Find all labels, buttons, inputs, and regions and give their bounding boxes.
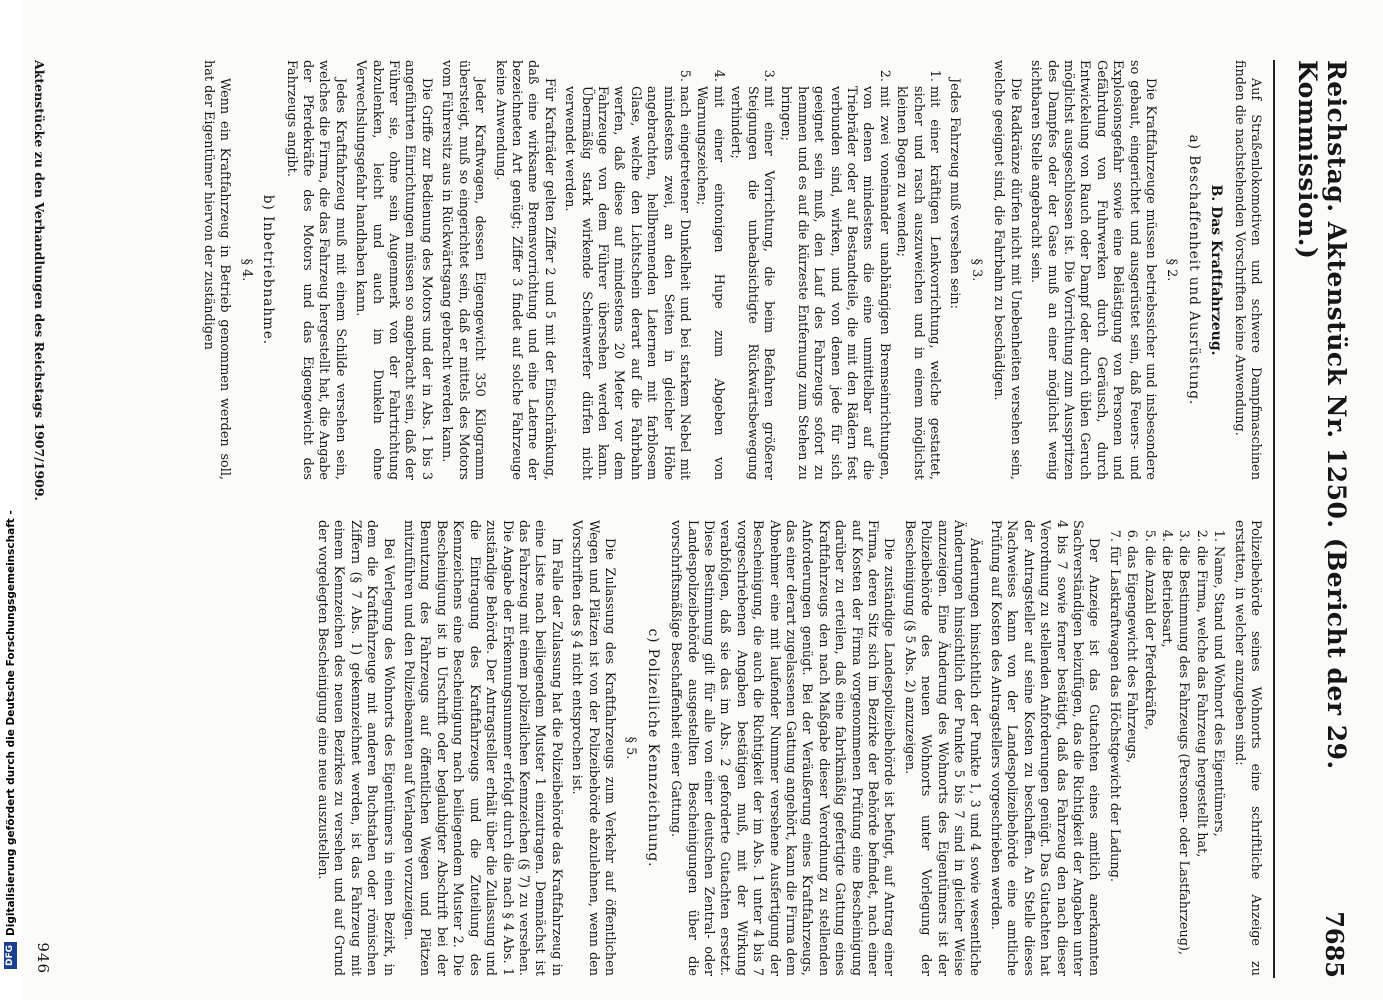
- page-number: 7685: [1320, 911, 1349, 978]
- list-item: 4. mit einer eintonigen Hupe zum Abgeben von Warnungszeichen;: [693, 86, 726, 480]
- list-item: 5. nach eingetretener Dunkelheit und bei starkem Nebel mit mindestens zwei, an den Seiten in gleicher Höhe angebrachten, hellbrennenden Laternen mit farblosem Glase, welche den Lichtschein derart auf die Fahrbahn werfen, daß diese auf mindestens 20 Meter vor dem Fahrzeuge von dem Führer übersehen werden kann. Übermäßig stark wirkende Scheinwerfer dürfen nicht verwendet werden.: [561, 86, 692, 480]
- section-a-heading: a) Beschaffenheit und Ausrüstung.: [1185, 134, 1202, 406]
- para-3-list: [561, 60, 942, 480]
- para-3-intro: Jedes Fahrzeug muß versehen sein:: [947, 78, 963, 309]
- page-header: [1289, 60, 1359, 978]
- folio-number: 946: [34, 942, 52, 974]
- list-item: 3. die Bestimmung des Fahrzeugs (Personen- oder Lastfahrzeug),: [1175, 546, 1191, 976]
- funding-note-text: Digitalisierung gefördert durch die Deutsche Forschungsgemeinschaft -: [4, 510, 17, 936]
- para-2-text-1: Die Kraftfahrzeuge müssen betriebssicher und insbesondere so gebaut, eingerichtet und ausgerüstet sein, daß Feuers- und Explosionsgefahr sowie eine Belästigung von Personen und Gefährdung von Fuhrwerken durch Geräusch, durch Entwickelung von Rauch oder Dampf oder durch üblen Geruch möglichst ausgeschlossen ist. Die Vorrichtung zum Ausspritzen des Dampfes oder der Gase muß an einer möglichst wenig sichtbaren Stelle angebracht sein.: [1028, 60, 1158, 480]
- para-2-heading: § 2.: [1164, 258, 1180, 282]
- section-b2-heading: b) Inbetriebnahme.: [260, 194, 277, 346]
- funding-note: [4, 0, 17, 969]
- para-4-text: Wenn ein Kraftfahrzeug in Betrieb genommen werden soll, hat der Eigentümer hiervon der zuständigen: [201, 60, 233, 480]
- list-item: 1. mit einer kräftigen Lenkvorrichtung, welche gestattet, sicher und rasch auszuweichen und in einem möglichst kleinen Bogen zu wenden;: [893, 86, 942, 480]
- left-column: [62, 60, 1263, 480]
- para-3-text-3: Jeder Kraftwagen, dessen Eigengewicht 350 Kilogramm übersteigt, muß so eingerichtet sein, daß er mittels des Motors vom Führersitz aus in Rückwärtsgang gebracht werden kann.: [439, 60, 488, 480]
- page-title: Reichstag. Aktenstück Nr. 1250. (Bericht der 29. Kommission.): [1293, 60, 1351, 770]
- right-text-3: Änderungen hinsichtlich der Punkte 1, 3 und 4 sowie wesentliche Änderungen hinsichtlich der Punkte 5 bis 7 sind in gleicher Weise anzuzeigen. Eine Änderung des Wohnorts des Eigentümers ist der Polizeibehörde des neuen Wohnorts unter Vorlegung der Bescheinigung (§ 5 Abs. 2) anzuzeigen.: [901, 520, 983, 976]
- list-item: 2. mit zwei voneinander unabhängigen Bremseinrichtungen, von denen mindestens die eine unmittelbar auf die Triebräder oder auf Bestandteile, die mit den Rädern fest verbunden sind, wirken, und von denen jede für sich geeignet sein muß, den Lauf des Fahrzeugs sofort zu hemmen und es auf die kürzeste Entfernung zum Stehen zu bringen;: [777, 86, 892, 480]
- para-5-heading: § 5.: [623, 736, 639, 760]
- list-item: 4. die Betriebsart,: [1158, 546, 1174, 976]
- list-item: 3. mit einer Vorrichtung, die beim Befahren größerer Steigungen die unbeabsichtigte Rückwärtsbewegung verhindert;: [727, 86, 776, 480]
- para-3-text-2: Für Krafträder gelten Ziffer 2 und 5 mit der Einschränkung, daß eine wirksame Bremsvorrichtung und eine Laterne der bezeichneten Art genügt; Ziffer 3 findet auf solche Fahrzeuge keine Anwendung.: [492, 60, 557, 480]
- footer-note: Aktenstücke zu den Verhandlungen des Reichstags 1907/1909.: [32, 60, 47, 501]
- notification-list: [1105, 520, 1226, 976]
- list-item: 5. die Anzahl der Pferdekräfte,: [1140, 546, 1156, 976]
- right-text-7: Bei Verlegung des Wohnorts des Eigentümers in einen Bezirk, in dem die Kraftfahrzeuge mit anderen Buchstaben oder römischen Ziffern (§ 7 Abs. 1) gekennzeichnet werden, ist das Fahrzeug mit einem Kennzeichen des neuen Bezirkes zu versehen und auf Grund der vorgelegten Bescheinigung eine neue auszustellen.: [315, 520, 396, 976]
- para-3-heading: § 3.: [968, 258, 984, 282]
- para-4-heading: § 4.: [238, 258, 254, 282]
- right-text-2: Der Anzeige ist das Gutachten eines amtlich anerkannten Sachverständigen beizufügen, das die Richtigkeit der Angaben unter 4 bis 7 sowie ferner bestätigt, daß das Fahrzeug den nach dieser Verordnung zu stellenden Anforderungen genügt. Das Gutachten hat der Antragsteller auf seine Kosten zu beschaffen. An Stelle dieses Nachweises kann von der Landespolizeibehörde eine amtliche Prüfung auf Kosten des Antragstellers vorgeschrieben werden.: [987, 520, 1102, 976]
- para-3-text-4: Die Griffe zur Bedienung des Motors und der in Abs. 1 bis 3 angeführten Einrichtungen müssen so angebracht sein, daß der Führer sie, ohne sein Augenmerk von der Fahrtrichtung abzulenken, leicht und auch im Dunkeln ohne Verwechslungsgefahr handhaben kann.: [353, 60, 434, 480]
- list-item: 6. das Eigengewicht des Fahrzeugs,: [1123, 546, 1139, 976]
- right-text-1: Polizeibehörde seines Wohnorts eine schriftliche Anzeige zu erstatten, in welcher anzugeben sind:: [1231, 520, 1263, 976]
- list-item: 1. Name, Stand und Wohnort des Eigentümers,: [1210, 546, 1226, 976]
- right-text-6: Im Falle der Zulassung hat die Polizeibehörde das Kraftfahrzeug in eine Liste nach beiliegendem Muster 1 einzutragen. Demnächst ist das Fahrzeug mit einem polizeilichen Kennzeichen (§ 7) zu versehen. Die Angabe der Erkennungsnummer erfolgt durch die nach § 4 Abs. 1 zuständige Behörde. Der Antragsteller erhält über die Zulassung und die Eintragung des Kraftfahrzeugs und die Zuteilung des Kennzeichens eine Bescheinigung nach beiliegendem Muster 2. Die Bescheinigung ist in Urschrift oder beglaubigter Abschrift bei der Benutzung des Fahrzeugs auf öffentlichen Wegen und Plätzen mitzuführen und den Polizeibeamten auf Verlangen vorzuzeigen.: [401, 520, 564, 976]
- section-b-heading: B. Das Kraftfahrzeug.: [1208, 184, 1225, 356]
- para-2-text-2: Die Radkränze dürfen nicht mit Unebenheiten versehen sein, welche geeignet sind, die Fahrbahn zu beschädigen.: [991, 60, 1023, 480]
- right-column: [62, 520, 1263, 976]
- list-item: 2. die Firma, welche das Fahrzeug hergestellt hat,: [1192, 546, 1208, 976]
- para-3-text-5: Jedes Kraftfahrzeug muß mit einem Schilde versehen sein, welches die Firma, die das Fahrzeug hergestellt hat, die Angabe der Pferdekräfte des Motors und das Eigengewicht des Fahrzeugs angibt.: [283, 60, 348, 480]
- list-item: 7. für Lastkraftwagen das Höchstgewicht der Ladung.: [1105, 546, 1121, 976]
- section-c-heading: c) Polizeiliche Kennzeichnung.: [644, 628, 661, 868]
- intro-paragraph: Auf Straßenlokomotiven und schwere Dampfmaschinen finden die nachstehenden Vorschriften keine Anwendung.: [1231, 60, 1263, 480]
- right-text-4: Die zuständige Landespolizeibehörde ist befugt, auf Antrag einer Firma, deren Sitz sich im Bezirke der Behörde befindet, nach einer auf Kosten der Firma vorgenommenen Prüfung eine Bescheinigung darüber zu erteilen, daß eine fabrikmäßig gefertigte Gattung eines Kraftfahrzeugs den nach Maßgabe dieser Verordnung zu stellenden Anforderungen genügt. Bei der Veräußerung eines Kraftfahrzeugs, das einer derart zugelassenen Gattung angehört, kann die Firma dem Abnehmer eine mit laufender Nummer versehene Ausfertigung der Bescheinigung, die auch die Richtigkeit der im Abs. 1 unter 4 bis 7 vorgeschriebenen Angaben bestätigen muß, mit der Wirkung verabfolgen, daß sie das im Abs. 2 geforderte Gutachten ersetzt. Diese Bestimmung gilt für alle von einer deutschen Zentral- oder Landespolizeibehörde ausgestellten Bescheinigungen über die vorschriftsmäßige Beschaffenheit einer Gattung.: [668, 520, 897, 976]
- right-text-5: Die Zulassung des Kraftfahrzeugs zum Verkehr auf öffentlichen Wegen und Plätzen ist von der Polizeibehörde abzulehnen, wenn den Vorschriften des § 4 nicht entsprochen ist.: [569, 520, 617, 976]
- dfg-logo-icon: DFG: [4, 942, 17, 969]
- header-rule: [1273, 60, 1275, 978]
